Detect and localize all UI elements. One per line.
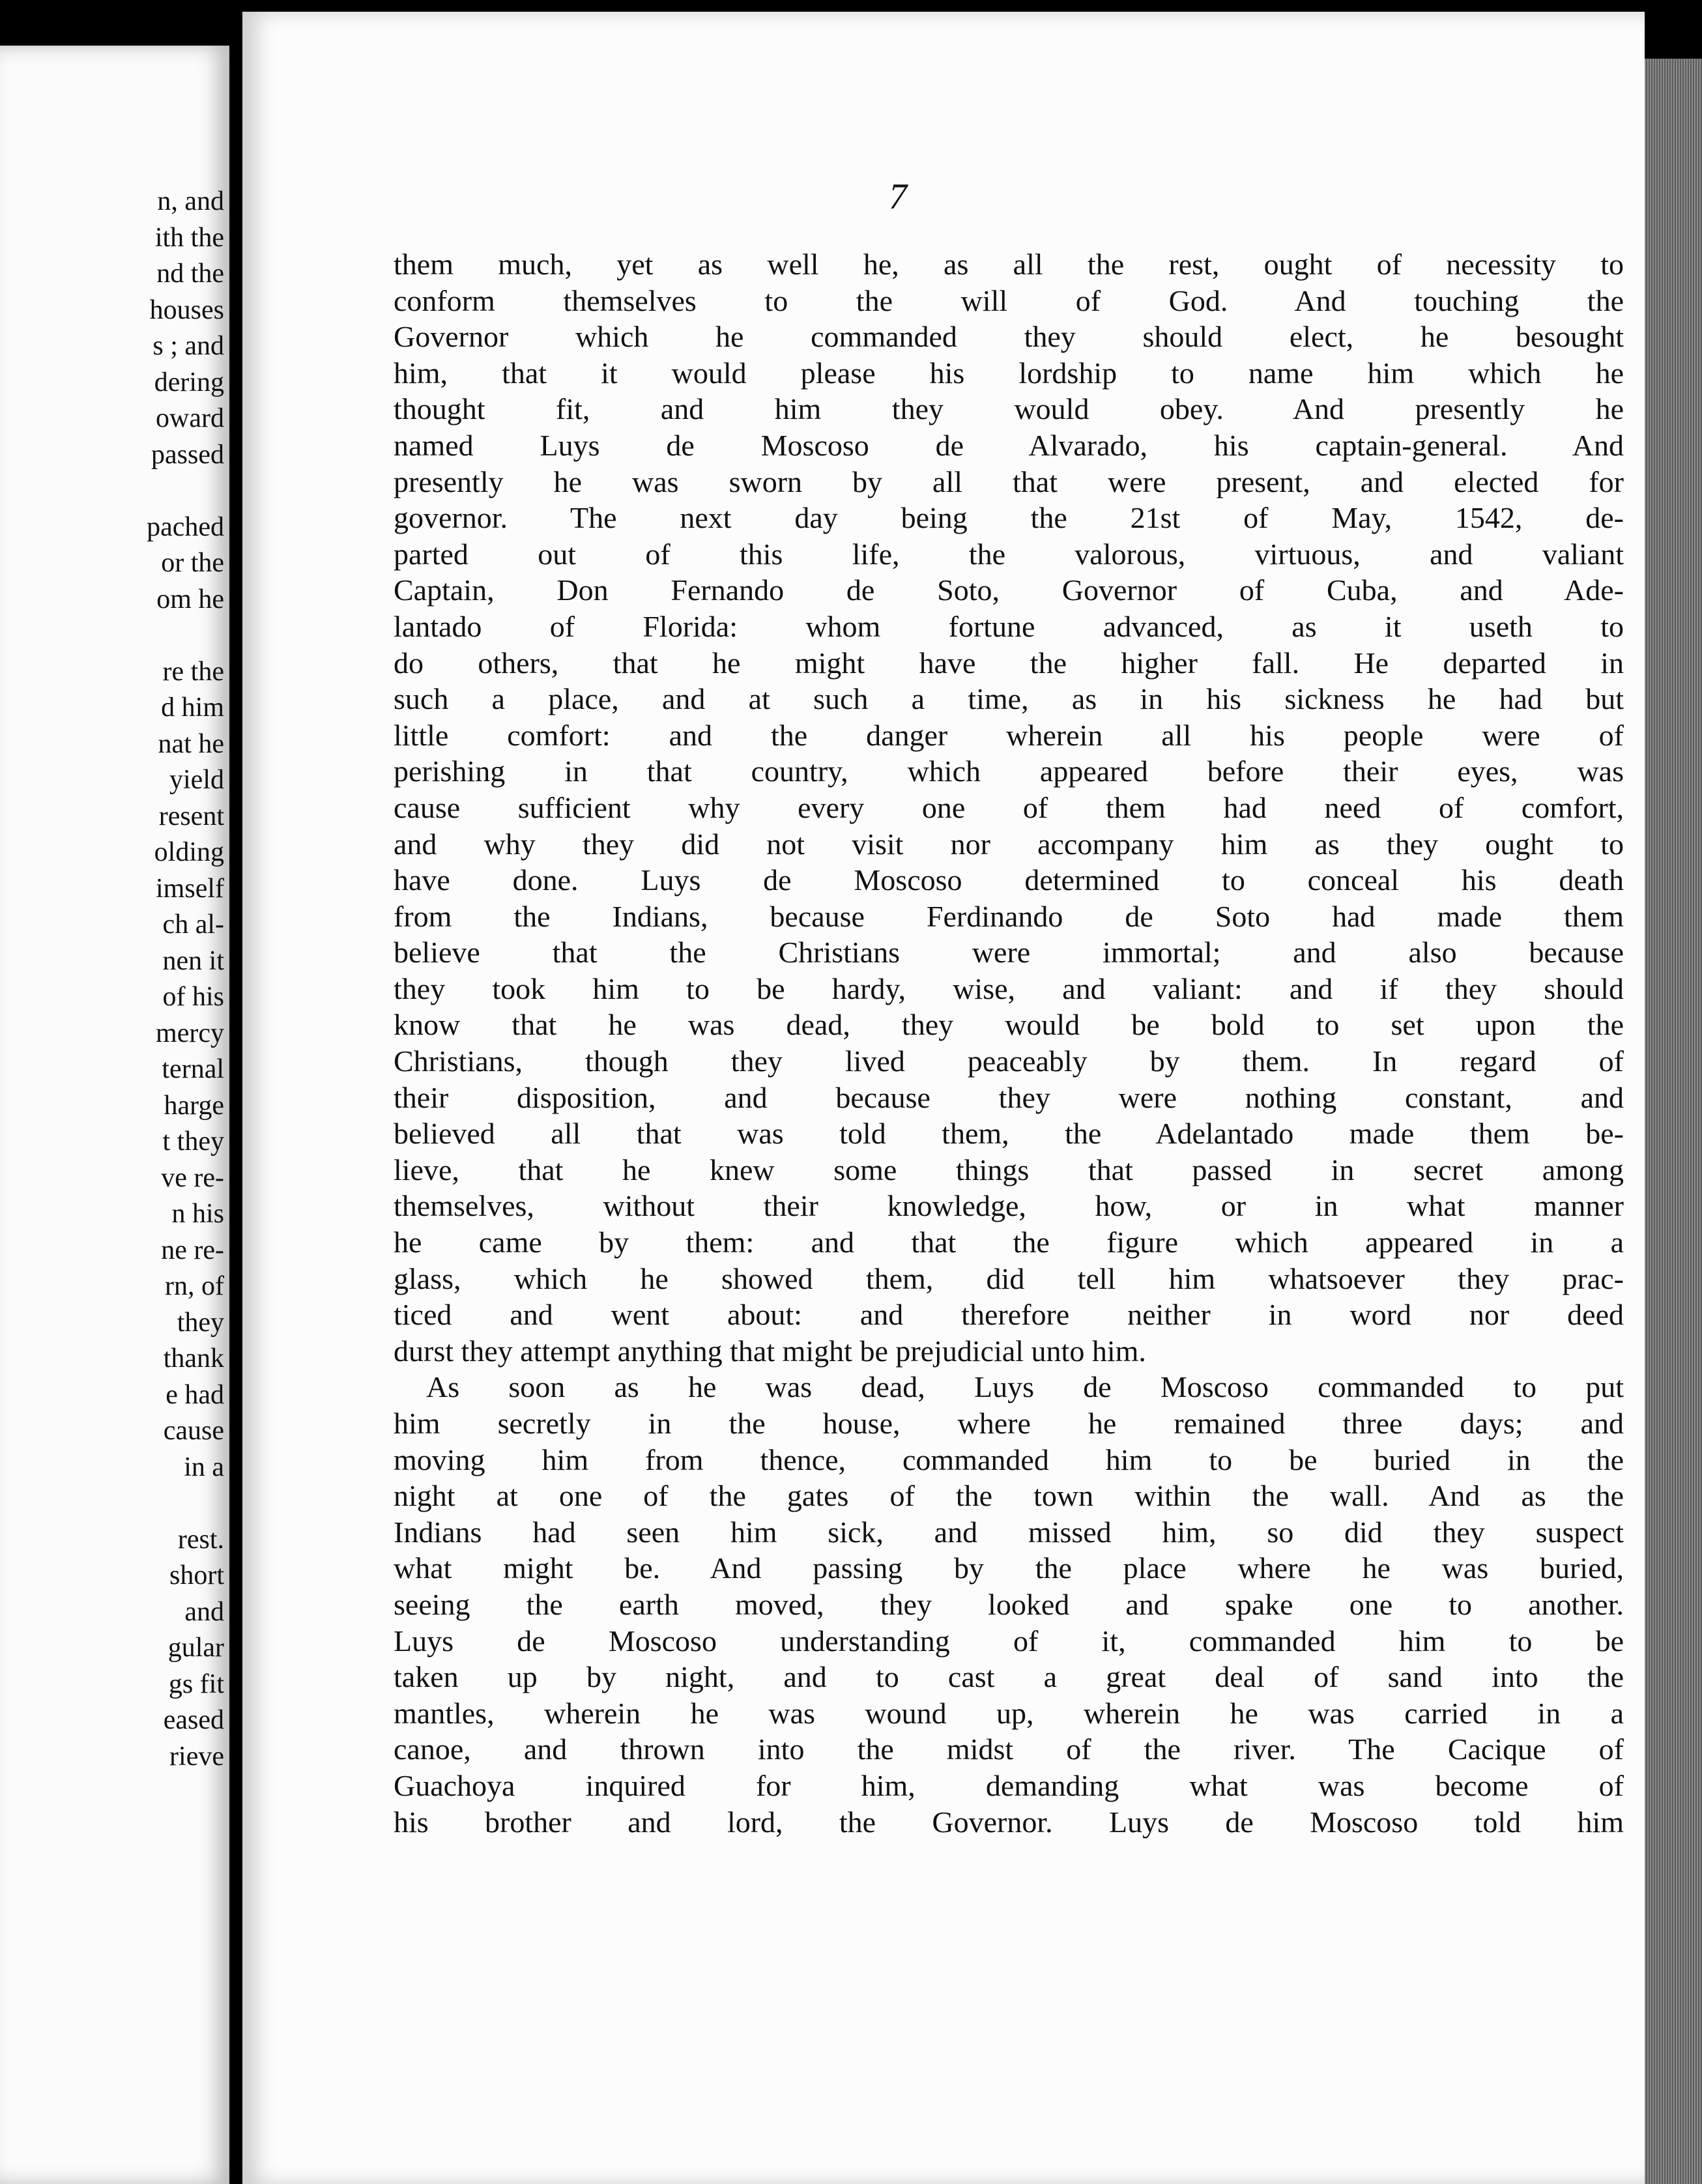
left-line: ch al- — [162, 910, 224, 940]
left-line: rieve — [169, 1741, 224, 1772]
left-line: n his — [171, 1199, 224, 1229]
text-line: named Luys de Moscoso de Alvarado, his captain-general. And — [394, 428, 1624, 462]
left-line: short — [169, 1560, 224, 1590]
left-page — [0, 46, 229, 2184]
text-line: he came by them: and that the figure which appeared in a — [394, 1226, 1624, 1259]
left-line: olding — [154, 837, 224, 867]
text-line: him secretly in the house, where he remained three days; and — [394, 1407, 1624, 1440]
text-line: Christians, though they lived peaceably by them. In regard of — [394, 1044, 1624, 1078]
text-line: Captain, Don Fernando de Soto, Governor of Cuba, and Ade- — [394, 573, 1624, 607]
text-line: from the Indians, because Ferdinando de Soto had made them — [394, 899, 1624, 933]
left-line: rn, of — [165, 1271, 224, 1301]
text-line: themselves, without their knowledge, how, or in what manner — [394, 1189, 1624, 1223]
left-line: in a — [184, 1452, 224, 1482]
left-line — [0, 473, 229, 510]
left-line: houses — [149, 295, 224, 325]
left-line: rest. — [177, 1524, 224, 1555]
text-line: governor. The next day being the 21st of May, 1542, de- — [394, 501, 1624, 535]
left-line: re the — [162, 656, 224, 687]
text-line: lieve, that he knew some things that passed in secret among — [394, 1153, 1624, 1186]
text-line: have done. Luys de Moscoso determined to conceal his death — [394, 863, 1624, 897]
text-line: perishing in that country, which appeared before their eyes, was — [394, 754, 1624, 788]
text-line: what might be. And passing by the place where he was buried, — [394, 1551, 1624, 1585]
text-line: them much, yet as well he, as all the rest, ought of necessity to — [394, 248, 1624, 281]
text-line: lantado of Florida: whom fortune advanced, as it useth to — [394, 609, 1624, 643]
text-line: cause sufficient why every one of them had need of comfort, — [394, 790, 1624, 824]
left-line: of his — [162, 982, 224, 1012]
text-line: his brother and lord, the Governor. Luys de Moscoso told him — [394, 1805, 1624, 1839]
text-line: little comfort: and the danger wherein all his people were of — [394, 718, 1624, 752]
text-line: their disposition, and because they were nothing constant, and — [394, 1080, 1624, 1114]
text-line: thought fit, and him they would obey. And presently he — [394, 392, 1624, 426]
text-line: Governor which he commanded they should elect, he besought — [394, 320, 1624, 354]
left-line: t they — [162, 1127, 224, 1157]
left-line — [0, 618, 229, 654]
left-line: ve re- — [161, 1162, 224, 1193]
left-line: nen it — [162, 945, 224, 976]
text-line: they took him to be hardy, wise, and valiant: and if they should — [394, 971, 1624, 1005]
left-line: or the — [161, 548, 224, 578]
left-line: ith the — [154, 222, 224, 253]
text-line: Indians had seen him sick, and missed him, so did they suspect — [394, 1515, 1624, 1549]
text-line: As soon as he was dead, Luys de Moscoso commanded to put — [426, 1370, 1624, 1404]
left-line: passed — [151, 439, 224, 470]
text-line: seeing the earth moved, they looked and spake one to another. — [394, 1587, 1624, 1621]
text-line: taken up by night, and to cast a great deal of sand into the — [394, 1660, 1624, 1694]
left-line: s ; and — [152, 331, 224, 361]
text-line: know that he was dead, they would be bold to set upon the — [394, 1008, 1624, 1042]
text-line: Guachoya inquired for him, demanding what was become of — [394, 1768, 1624, 1802]
left-line: mercy — [156, 1018, 224, 1048]
text-line: moving him from thence, commanded him to be buried in the — [394, 1443, 1624, 1476]
left-page-text — [0, 184, 229, 1775]
text-line: and why they did not visit nor accompany him as they ought to — [394, 827, 1624, 861]
book-gutter — [229, 0, 242, 2184]
left-line: e had — [166, 1379, 224, 1410]
text-line: presently he was sworn by all that were present, and elected for — [394, 465, 1624, 498]
text-line: ticed and went about: and therefore neither in word nor deed — [394, 1298, 1624, 1332]
text-line: mantles, wherein he was wound up, wherein he was carried in a — [394, 1696, 1624, 1730]
left-line: thank — [163, 1343, 224, 1373]
text-line: conform themselves to the will of God. And touching the — [394, 283, 1624, 317]
left-line: eased — [163, 1705, 224, 1735]
text-line: parted out of this life, the valorous, virtuous, and valiant — [394, 537, 1624, 571]
text-line: durst they attempt anything that might be prejudicial unto him. — [394, 1334, 1146, 1368]
left-line: n, and — [157, 186, 224, 216]
left-line: cause — [163, 1416, 224, 1446]
text-line: canoe, and thrown into the midst of the river. The Cacique of — [394, 1732, 1624, 1766]
left-line: harge — [164, 1090, 224, 1121]
text-line: believed all that was told them, the Adelantado made them be- — [394, 1117, 1624, 1151]
page-number: 7 — [889, 177, 907, 217]
text-line: do others, that he might have the higher fall. He departed in — [394, 646, 1624, 680]
left-line: pached — [147, 511, 224, 542]
left-line: d him — [161, 693, 224, 723]
left-line: and — [184, 1596, 224, 1627]
right-page — [242, 12, 1645, 2184]
text-line: believe that the Christians were immortal; and also because — [394, 936, 1624, 970]
left-line: ne re- — [161, 1235, 224, 1265]
left-line: dering — [154, 367, 224, 397]
left-line: imself — [156, 873, 224, 904]
left-line: resent — [158, 801, 224, 831]
left-line: om he — [156, 584, 224, 614]
left-line: nat he — [158, 728, 224, 759]
text-line: him, that it would please his lordship to name him which he — [394, 356, 1624, 390]
left-line — [0, 1486, 229, 1522]
left-line: nd the — [156, 259, 224, 289]
book-page-edges — [1645, 59, 1702, 2184]
left-line: they — [177, 1307, 224, 1338]
text-line: such a place, and at such a time, as in his sickness he had but — [394, 682, 1624, 716]
left-line: gular — [167, 1633, 224, 1663]
text-line: night at one of the gates of the town within the wall. And as the — [394, 1479, 1624, 1513]
left-line: gs fit — [168, 1669, 224, 1699]
left-line: ternal — [162, 1054, 224, 1084]
text-line: Luys de Moscoso understanding of it, commanded him to be — [394, 1624, 1624, 1658]
body-text — [394, 246, 1624, 1840]
text-line: glass, which he showed them, did tell him whatsoever they prac- — [394, 1261, 1624, 1295]
left-line: yield — [169, 765, 224, 795]
left-line: oward — [156, 403, 224, 433]
